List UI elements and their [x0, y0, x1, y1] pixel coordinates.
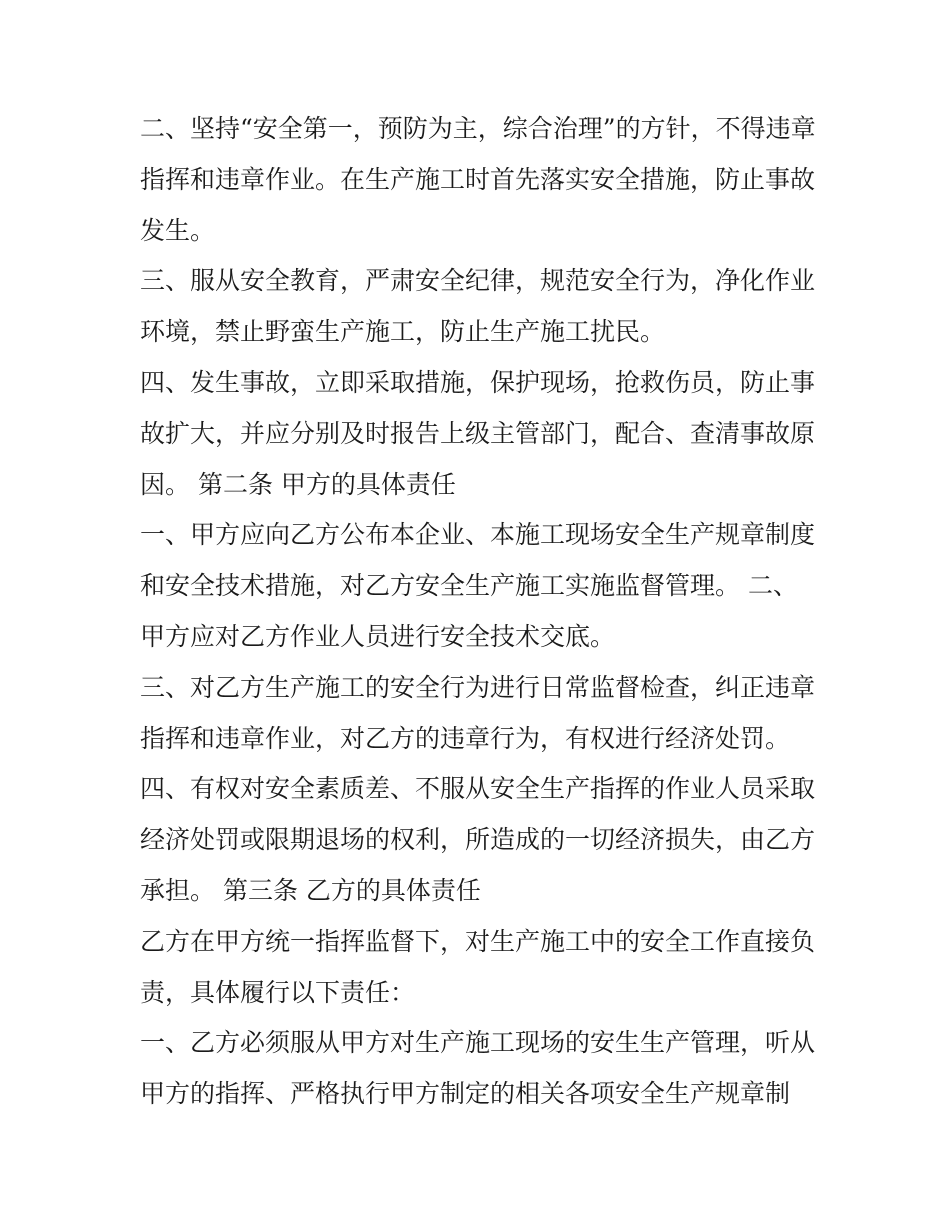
text-line: 故扩大，并应分别及时报告上级主管部门，配合、查清事故原	[140, 418, 816, 448]
text-line: 经济处罚或限期退场的权利，所造成的一切经济损失，由乙方	[140, 825, 816, 855]
text-line: 发生。	[140, 215, 216, 245]
text-line: 指挥和违章作业。在生产施工时首先落实安全措施，防止事故	[140, 164, 816, 194]
text-line: 承担。 第三条 乙方的具体责任	[140, 875, 481, 905]
document-body	[140, 104, 830, 1120]
text-line: 因。 第二条 甲方的具体责任	[140, 469, 456, 499]
text-line: 甲方的指挥、严格执行甲方制定的相关各项安全生产规章制	[140, 1079, 791, 1109]
text-line: 四、有权对安全素质差、不服从安全生产指挥的作业人员采取	[140, 774, 816, 804]
text-line: 责，具体履行以下责任：	[140, 977, 416, 1007]
text-line: 一、甲方应向乙方公布本企业、本施工现场安全生产规章制度	[140, 520, 816, 550]
text-line: 四、发生事故，立即采取措施，保护现场，抢救伤员，防止事	[140, 367, 816, 397]
text-line: 乙方在甲方统一指挥监督下，对生产施工中的安全工作直接负	[140, 926, 816, 956]
text-line: 三、对乙方生产施工的安全行为进行日常监督检查，纠正违章	[140, 672, 816, 702]
text-line: 甲方应对乙方作业人员进行安全技术交底。	[140, 621, 616, 651]
text-line: 三、服从安全教育，严肃安全纪律，规范安全行为，净化作业	[140, 266, 816, 296]
text-line: 指挥和违章作业，对乙方的违章行为，有权进行经济处罚。	[140, 723, 791, 753]
text-line: 和安全技术措施，对乙方安全生产施工实施监督管理。 二、	[140, 571, 798, 601]
text-line: 二、坚持“安全第一，预防为主，综合治理”的方针，不得违章	[140, 114, 816, 143]
text-line: 环境，禁止野蛮生产施工，防止生产施工扰民。	[140, 317, 666, 347]
text-line: 一、乙方必须服从甲方对生产施工现场的安生生产管理，听从	[140, 1028, 816, 1058]
